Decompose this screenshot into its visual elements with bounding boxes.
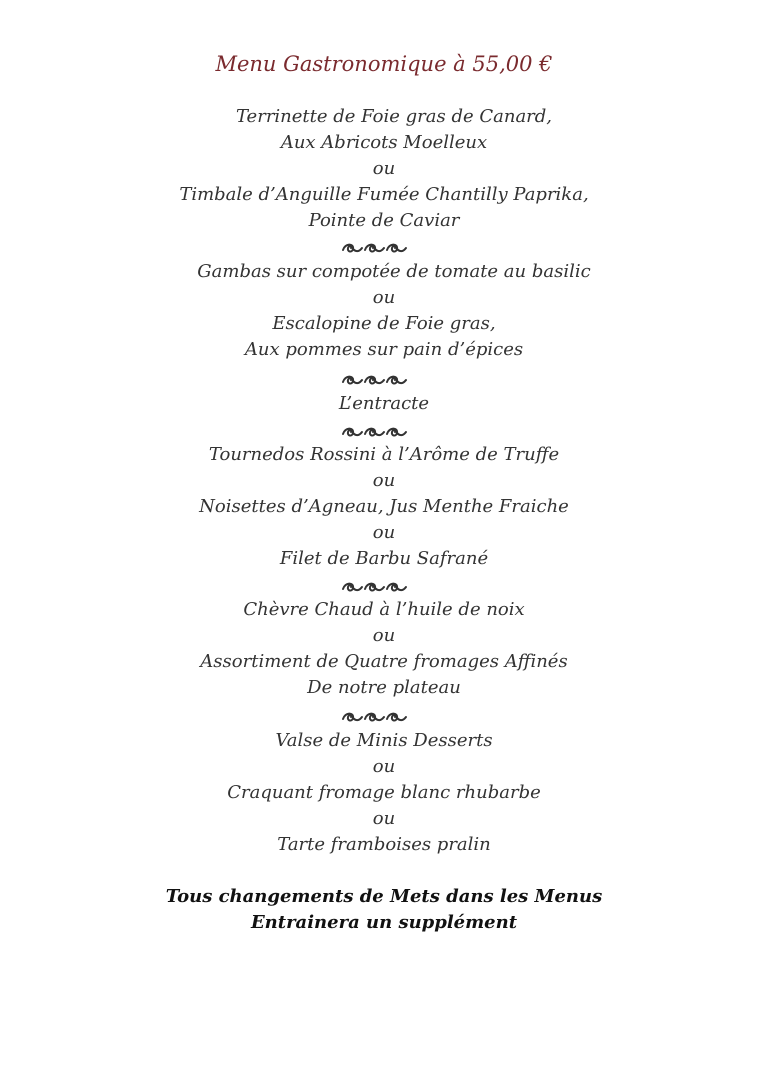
course-2-line-1: Gambas sur compotée de tomate au basilic — [197, 261, 591, 282]
course-1-line-1: Terrinette de Foie gras de Canard, — [235, 106, 553, 127]
course-5-line-3: De notre plateau — [307, 677, 461, 698]
course-4-line-1: Tournedos Rossini à l’Arôme de Truffe — [208, 444, 560, 465]
course-6-line-3: Tarte framboises pralin — [277, 834, 491, 855]
course-5-line-2: Assortiment de Quatre fromages Affinés — [200, 651, 568, 672]
course-4-line-3: Filet de Barbu Safrané — [279, 548, 489, 569]
course-1-line-3: Timbale d’Anguille Fumée Chantilly Paprika, — [179, 184, 589, 205]
supplement-notice-line-1: Tous changements de Mets dans les Menus — [165, 886, 603, 907]
course-3-line-1: L’entracte — [338, 393, 430, 414]
scroll-flourish-icon — [340, 710, 408, 724]
scroll-flourish-icon — [340, 580, 408, 594]
course-2-or-separator: ou — [372, 287, 396, 308]
menu-title: Menu Gastronomique à 55,00 € — [215, 52, 553, 76]
course-1-line-4: Pointe de Caviar — [308, 210, 460, 231]
course-5-or-separator: ou — [372, 625, 396, 646]
course-4-or-separator-2: ou — [372, 522, 396, 543]
course-5-line-1: Chèvre Chaud à l’huile de noix — [243, 599, 525, 620]
supplement-notice-line-2: Entrainera un supplément — [250, 912, 518, 933]
course-2-line-2: Escalopine de Foie gras, — [272, 313, 496, 334]
course-6-line-1: Valse de Minis Desserts — [275, 730, 493, 751]
course-6-line-2: Craquant fromage blanc rhubarbe — [227, 782, 541, 803]
course-2-line-3: Aux pommes sur pain d’épices — [244, 339, 524, 360]
scroll-flourish-icon — [340, 425, 408, 439]
course-1-line-2: Aux Abricots Moelleux — [280, 132, 488, 153]
scroll-flourish-icon — [340, 373, 408, 387]
course-4-or-separator-1: ou — [372, 470, 396, 491]
course-6-or-separator-2: ou — [372, 808, 396, 829]
course-4-line-2: Noisettes d’Agneau, Jus Menthe Fraiche — [199, 496, 569, 517]
course-6-or-separator-1: ou — [372, 756, 396, 777]
course-1-or-separator: ou — [372, 158, 396, 179]
scroll-flourish-icon — [340, 241, 408, 255]
